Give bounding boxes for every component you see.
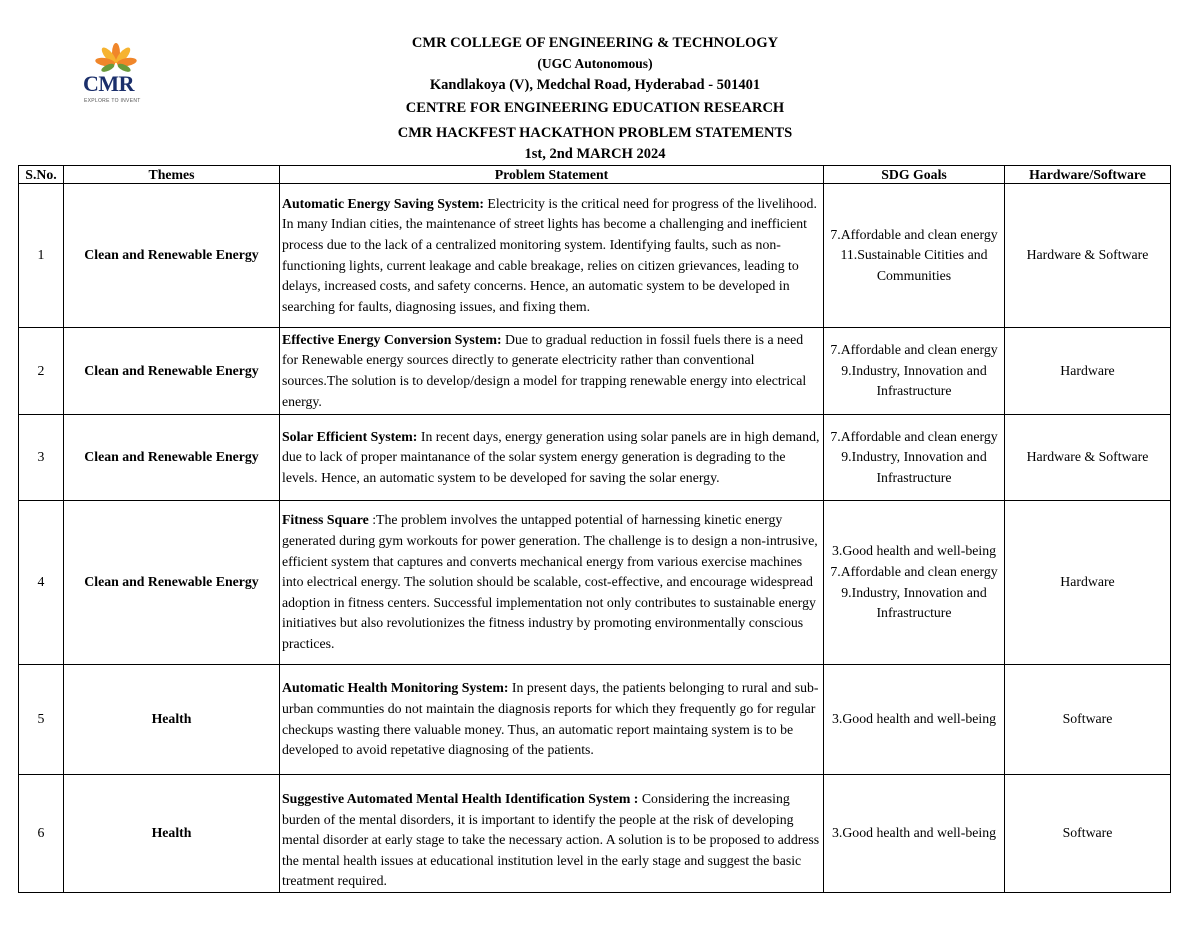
sdg-goal: 7.Affordable and clean energy <box>830 563 998 579</box>
row-problem <box>280 184 824 328</box>
table-row <box>19 665 1171 775</box>
table-row <box>19 501 1171 665</box>
college-status: (UGC Autonomous) <box>537 56 653 71</box>
table-row <box>19 775 1171 893</box>
logo-text: CMR <box>83 71 135 96</box>
row-sdg <box>824 415 1005 501</box>
row-type: Hardware & Software <box>1005 184 1171 328</box>
problem-title: Effective Energy Conversion System: <box>282 331 502 347</box>
row-sno: 5 <box>19 665 64 775</box>
row-type: Software <box>1005 665 1171 775</box>
logo-tagline: EXPLORE TO INVENT <box>84 98 141 104</box>
sdg-goal: 3.Good health and well-being <box>832 711 996 727</box>
sdg-goal: 9.Industry, Innovation and Infrastructure <box>841 449 987 485</box>
table-header-row <box>19 166 1171 184</box>
col-header-type: Hardware/Software <box>1005 166 1171 184</box>
row-problem <box>280 415 824 501</box>
row-problem <box>280 775 824 893</box>
row-theme: Clean and Renewable Energy <box>64 184 280 328</box>
table-row <box>19 328 1171 415</box>
row-theme: Health <box>64 665 280 775</box>
row-theme: Health <box>64 775 280 893</box>
college-name: CMR COLLEGE OF ENGINEERING & TECHNOLOGY <box>411 35 779 51</box>
sdg-goal: 9.Industry, Innovation and Infrastructure <box>841 584 987 621</box>
row-sno: 4 <box>19 501 64 665</box>
problem-title: Fitness Square <box>282 512 369 528</box>
col-header-problem: Problem Statement <box>280 166 824 184</box>
row-sdg <box>824 501 1005 665</box>
col-header-themes: Themes <box>64 166 280 184</box>
row-theme: Clean and Renewable Energy <box>64 501 280 665</box>
centre-name: CENTRE FOR ENGINEERING EDUCATION RESEARCH <box>405 100 785 116</box>
sdg-goal: 9.Industry, Innovation and Infrastructure <box>841 362 987 399</box>
sdg-goal: 3.Good health and well-being <box>832 543 996 559</box>
row-sno: 3 <box>19 415 64 501</box>
col-header-sno: S.No. <box>19 166 64 184</box>
college-address: Kandlakoya (V), Medchal Road, Hyderabad - 501401 <box>429 77 761 93</box>
problem-title: Automatic Health Monitoring System: <box>282 680 509 696</box>
problem-text: Considering the increasing burden of the mental disorders, it is important to identify the people at the risk of developing mental disorder at early stage to take the necessary action. A solution is to be proposed to address the mental health issues at educational institution level in the early stage and suggest the basic treatment required. <box>282 791 820 889</box>
row-sdg <box>824 775 1005 893</box>
row-problem <box>280 328 824 415</box>
problem-title: Solar Efficient System: <box>282 428 418 444</box>
row-problem <box>280 665 824 775</box>
row-type: Hardware <box>1005 328 1171 415</box>
row-sdg <box>824 184 1005 328</box>
col-header-sdg: SDG Goals <box>824 166 1005 184</box>
row-sno: 1 <box>19 184 64 328</box>
sdg-goal: 7.Affordable and clean energy <box>830 226 998 242</box>
problem-text: :The problem involves the untapped potential of harnessing kinetic energy generated during gym workouts for power generation. The challenge is to design a non-intrusive, efficient system that captures and converts mechanical energy from various exercise machines into electrical energy. The solution should be scalable, cost-effective, and encourage widespread adoption in fitness centers. Successful implementation not only contributes to sustainable energy initiatives but also revolutionizes the fitness industry by promoting environmentally conscious practices. <box>282 512 818 651</box>
row-theme: Clean and Renewable Energy <box>64 415 280 501</box>
table-row <box>19 415 1171 501</box>
row-type: Hardware <box>1005 501 1171 665</box>
problem-title: Automatic Energy Saving System: <box>282 195 484 211</box>
row-type: Software <box>1005 775 1171 893</box>
event-title: CMR HACKFEST HACKATHON PROBLEM STATEMENTS <box>397 125 793 141</box>
problem-text: Due to gradual reduction in fossil fuels there is a need for Renewable energy sources directly to generate electricity rather than conventional sources.The solution is to develop/design a model for trapping renewable energy into electrical energy. <box>282 331 807 409</box>
row-problem <box>280 501 824 665</box>
problem-text: In present days, the patients belonging to rural and sub-urban communties do not maintain the diagnosis reports for which they frequently go for regular checkups wasting there valuable money. Thus, an automatic report maintaing system is to be developed to avoid repetative diagnosing of the patients. <box>282 680 819 758</box>
row-theme: Clean and Renewable Energy <box>64 328 280 415</box>
row-sdg <box>824 665 1005 775</box>
row-type: Hardware & Software <box>1005 415 1171 501</box>
problem-text: In recent days, energy generation using solar panels are in high demand, due to lack of proper maintanance of the solar system energy generation is degrading to the levels. Hence, an automatic system to be developed for saving the solar energy. <box>282 428 820 485</box>
row-sno: 2 <box>19 328 64 415</box>
problem-text: Electricity is the critical need for progress of the livelihood. In many Indian cities, the maintenance of street lights has become a challenging and inefficient process due to the lack of a centralized monitoring system. Identifying faults, such as non- functioning lights, current leakage and cable breakage, relies on citizen grievances, leading to delays, increased costs, and safety concerns. Hence, an automatic system to be developed in searching for faults, diagnosing issues, and fixing them. <box>282 195 817 314</box>
event-date: 1st, 2nd MARCH 2024 <box>524 146 666 162</box>
table-row <box>19 184 1171 328</box>
problem-statements-table <box>18 165 1171 893</box>
row-sdg <box>824 328 1005 415</box>
row-sno: 6 <box>19 775 64 893</box>
problem-title: Suggestive Automated Mental Health Identification System : <box>282 791 639 807</box>
sdg-goal: 3.Good health and well-being <box>832 825 996 841</box>
sdg-goal: 11.Sustainable Citities and Communities <box>840 247 988 283</box>
sdg-goal: 7.Affordable and clean energy <box>830 428 998 444</box>
sdg-goal: 7.Affordable and clean energy <box>830 342 998 358</box>
